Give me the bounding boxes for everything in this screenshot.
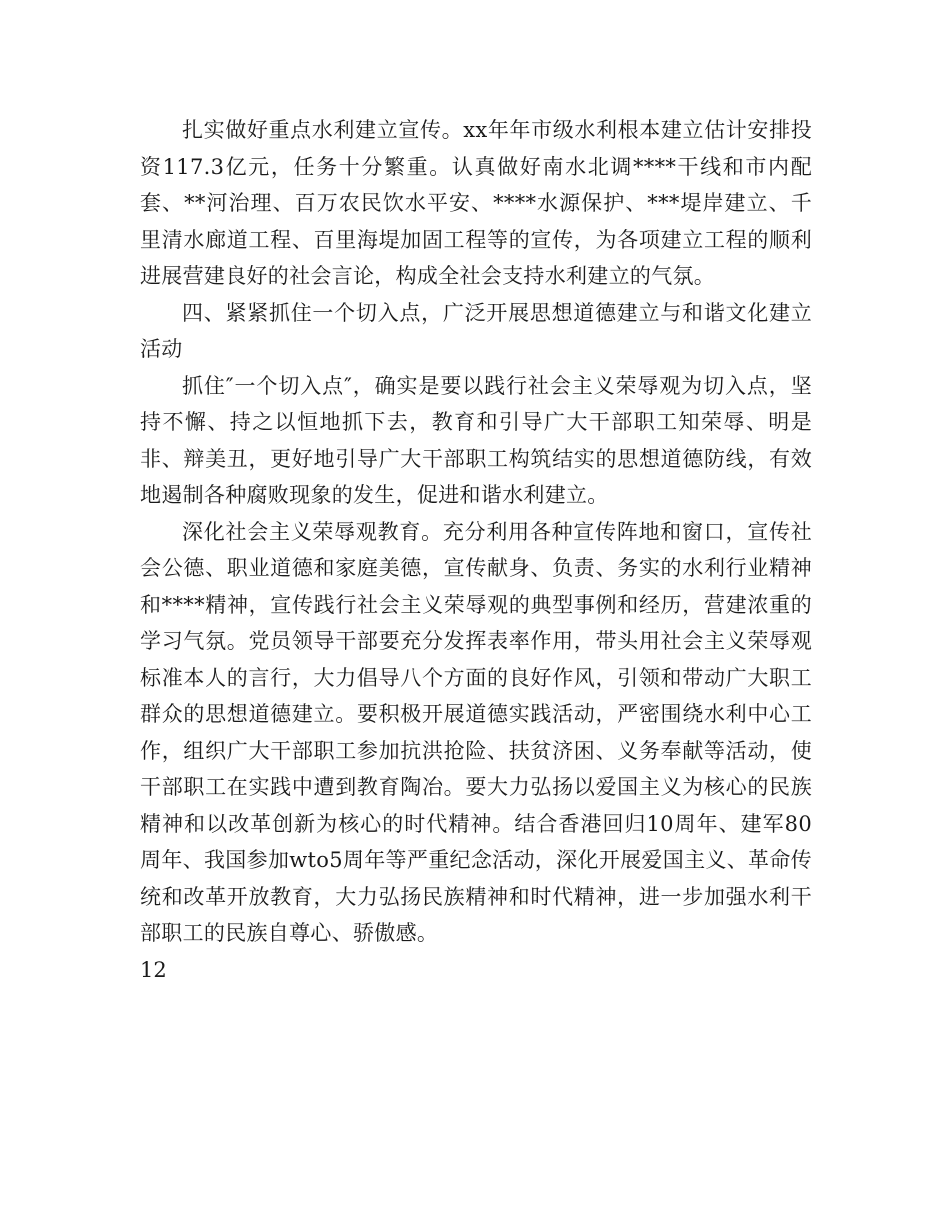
paragraph-entry-point: 抓住″一个切入点″，确实是要以践行社会主义荣辱观为切入点，坚持不懈、持之以恒地抓下去，教育和引导广大干部职工知荣辱、明是非、辩美丑，更好地引导广大干部职工构筑结实的思想道德防线，有效地遏制各种腐败现象的发生，促进和谐水利建立。 xyxy=(140,373,812,507)
section-heading-four: 四、紧紧抓住一个切入点，广泛开展思想道德建立与和谐文化建立活动 xyxy=(140,300,812,361)
document-page xyxy=(140,112,812,988)
page-number: 12 xyxy=(140,957,167,982)
paragraph-publicity: 扎实做好重点水利建立宣传。xx年年市级水利根本建立估计安排投资117.3亿元，任务十分繁重。认真做好南水北调****干线和市内配套、**河治理、百万农民饮水平安、****水源保护、***堤岸建立、千里清水廊道工程、百里海堤加固工程等的宣传，为各项建立工程的顺利进展营建良好的社会言论，构成全社会支持水利建立的气氛。 xyxy=(140,118,812,288)
paragraph-honor-education: 深化社会主义荣辱观教育。充分利用各种宣传阵地和窗口，宣传社会公德、职业道德和家庭美德，宣传献身、负责、务实的水利行业精神和****精神，宣传践行社会主义荣辱观的典型事例和经历，营建浓重的学习气氛。党员领导干部要充分发挥表率作用，带头用社会主义荣辱观标准本人的言行，大力倡导八个方面的良好作风，引领和带动广大职工群众的思想道德建立。要积极开展道德实践活动，严密围绕水利中心工作，组织广大干部职工参加抗洪抢险、扶贫济困、义务奉献等活动，使干部职工在实践中遭到教育陶冶。要大力弘扬以爱国主义为核心的民族精神和以改革创新为核心的时代精神。结合香港回归10周年、建军80周年、我国参加wto5周年等严重纪念活动，深化开展爱国主义、革命传统和改革开放教育，大力弘扬民族精神和时代精神，进一步加强水利干部职工的民族自尊心、骄傲感。 xyxy=(140,519,812,945)
